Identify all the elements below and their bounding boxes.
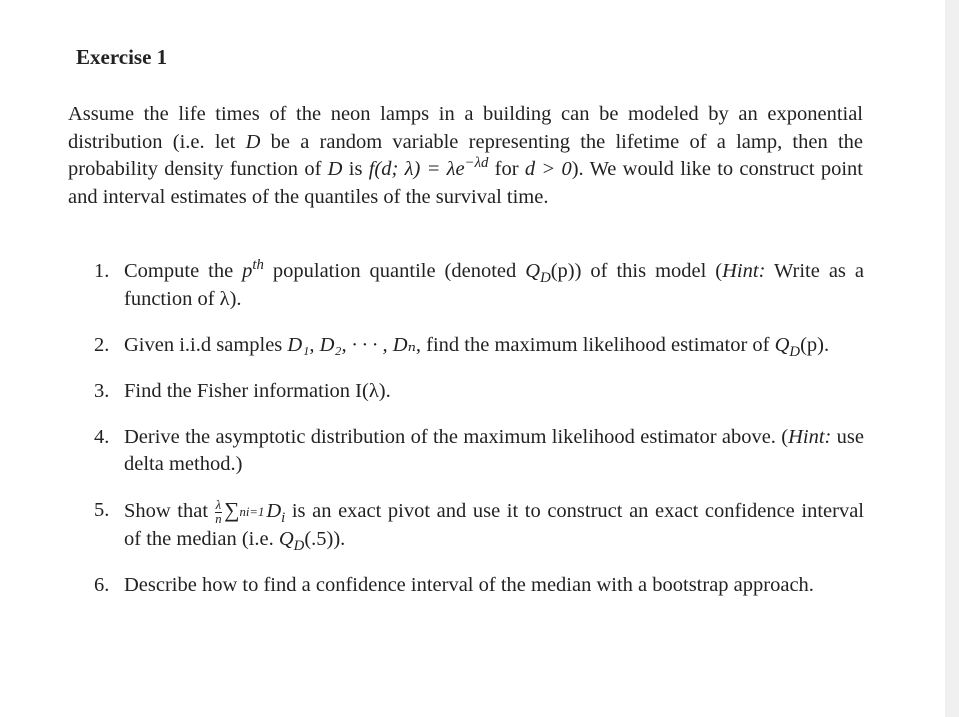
item-number: 2. xyxy=(94,333,110,356)
list-item: 1. Compute the $p^{th}$ population quantile (denoted $Q_D(p)$) of this model (Hint: Write as a function of λ). xyxy=(94,257,864,310)
item-number: 4. xyxy=(94,425,110,448)
list-item: 3. Find the Fisher information I(λ). xyxy=(94,378,864,406)
list-item: 4. Derive the asymptotic distribution of the maximum likelihood estimator above. (Hint: use delta method.) xyxy=(94,425,864,475)
page-margin-strip xyxy=(945,0,959,717)
list-item: 6. Describe how to find a confidence interval of the median with a bootstrap approach. xyxy=(94,572,864,600)
item-number: 6. xyxy=(94,573,110,596)
sum-symbol: ∑ xyxy=(224,498,240,522)
list-item: 5. Show that $\frac{\lambda}{n}$ $\sum ni=1D_i$ is an exact pivot and use it to construct an exact confidence interval of the median (i.e. $Q_D(.5)$). xyxy=(94,498,864,554)
question-list xyxy=(94,258,864,618)
sum-limits: ni=1 xyxy=(239,504,265,519)
pdf-formula: f(d; λ) = λe xyxy=(368,158,465,180)
item-number: 5. xyxy=(94,499,110,521)
item-number: 1. xyxy=(94,260,110,282)
item-number: 3. xyxy=(94,379,110,402)
exercise-title: Exercise 1 xyxy=(76,45,168,69)
hint-label: Hint: xyxy=(722,260,766,282)
intro-paragraph: Assume the life times of the neon lamps in a building can be modeled by an exponential distribution (i.e. let D be a random variable representing the lifetime of a lamp, then the probability density function of D is f(d; $\lambda) = \lambda e^{-\lambda d}$ for d > 0). We would like to construct point and interval estimates of the quantiles of the survival time. xyxy=(68,103,863,208)
list-item: 2. Given i.i.d samples D₁, D₂, · · · , Dₙ, find the maximum likelihood estimator of $Q_D(p)$. xyxy=(94,333,830,360)
hint-label: Hint: xyxy=(788,425,832,448)
fraction: $\frac{\lambda}{n}$ xyxy=(215,498,222,526)
